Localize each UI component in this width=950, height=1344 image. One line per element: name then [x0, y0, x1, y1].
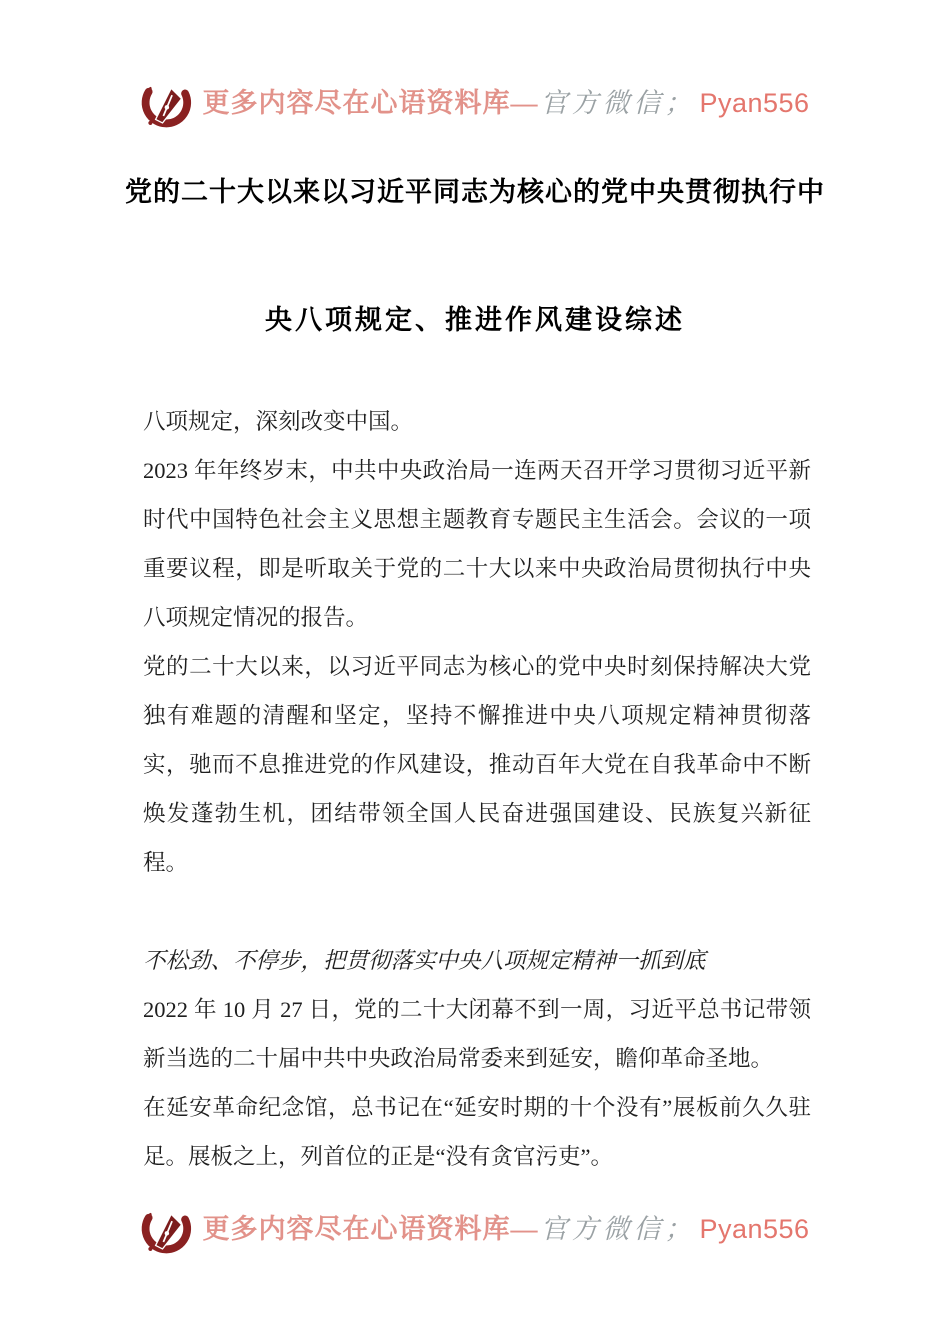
header-label-text: 官方微信；	[540, 88, 696, 118]
paragraph-yanan-museum: 在延安革命纪念馆，总书记在“延安时期的十个没有”展板前久久驻足。展板之上，列首位的正是“没有贪官污吏”。	[143, 1095, 811, 1169]
paragraph-party-central: 党的二十大以来，以习近平同志为核心的党中央时刻保持解决大党独有难题的清醒和坚定，坚持不懈推进中央八项规定精神贯彻落实，驰而不息推进党的作风建设，推动百年大党在自我革命中不断焕发蓬勃生机，团结带领全国人民奋进强国建设、民族复兴新征程。	[143, 654, 811, 875]
paragraph-yanan-visit: 2022 年 10 月 27 日，党的二十大闭幕不到一周，习近平总书记带领新当选的二十届中共中央政治局常委来到延安，瞻仰革命圣地。	[143, 997, 811, 1071]
paragraph-intro: 八项规定，深刻改变中国。	[143, 409, 414, 434]
header-brand-text: 更多内容尽在心语资料库—	[202, 88, 539, 118]
document-header	[0, 74, 950, 132]
footer-account-text: Pyan556	[699, 1214, 810, 1244]
document-title-line1: 党的二十大以来以习近平同志为核心的党中央贯彻执行中	[125, 177, 825, 207]
section-subheading: 不松劲、不停步，把贯彻落实中央八项规定精神一抓到底	[143, 948, 706, 973]
document-title-line2: 央八项规定、推进作风建设综述	[265, 305, 685, 335]
document-body	[143, 397, 811, 1181]
header-account-text: Pyan556	[699, 88, 810, 118]
pen-swirl-logo-icon	[140, 74, 192, 132]
footer-brand-text: 更多内容尽在心语资料库—	[202, 1214, 539, 1244]
footer-brand-line	[202, 1200, 809, 1258]
pen-swirl-logo-icon	[140, 1200, 192, 1258]
document-footer	[0, 1200, 950, 1258]
footer-label-text: 官方微信；	[540, 1214, 696, 1244]
paragraph-2023-meeting: 2023 年年终岁末，中共中央政治局一连两天召开学习贯彻习近平新时代中国特色社会主义思想主题教育专题民主生活会。会议的一项重要议程，即是听取关于党的二十大以来中央政治局贯彻执行中央八项规定情况的报告。	[143, 458, 811, 630]
header-brand-line	[202, 74, 809, 132]
